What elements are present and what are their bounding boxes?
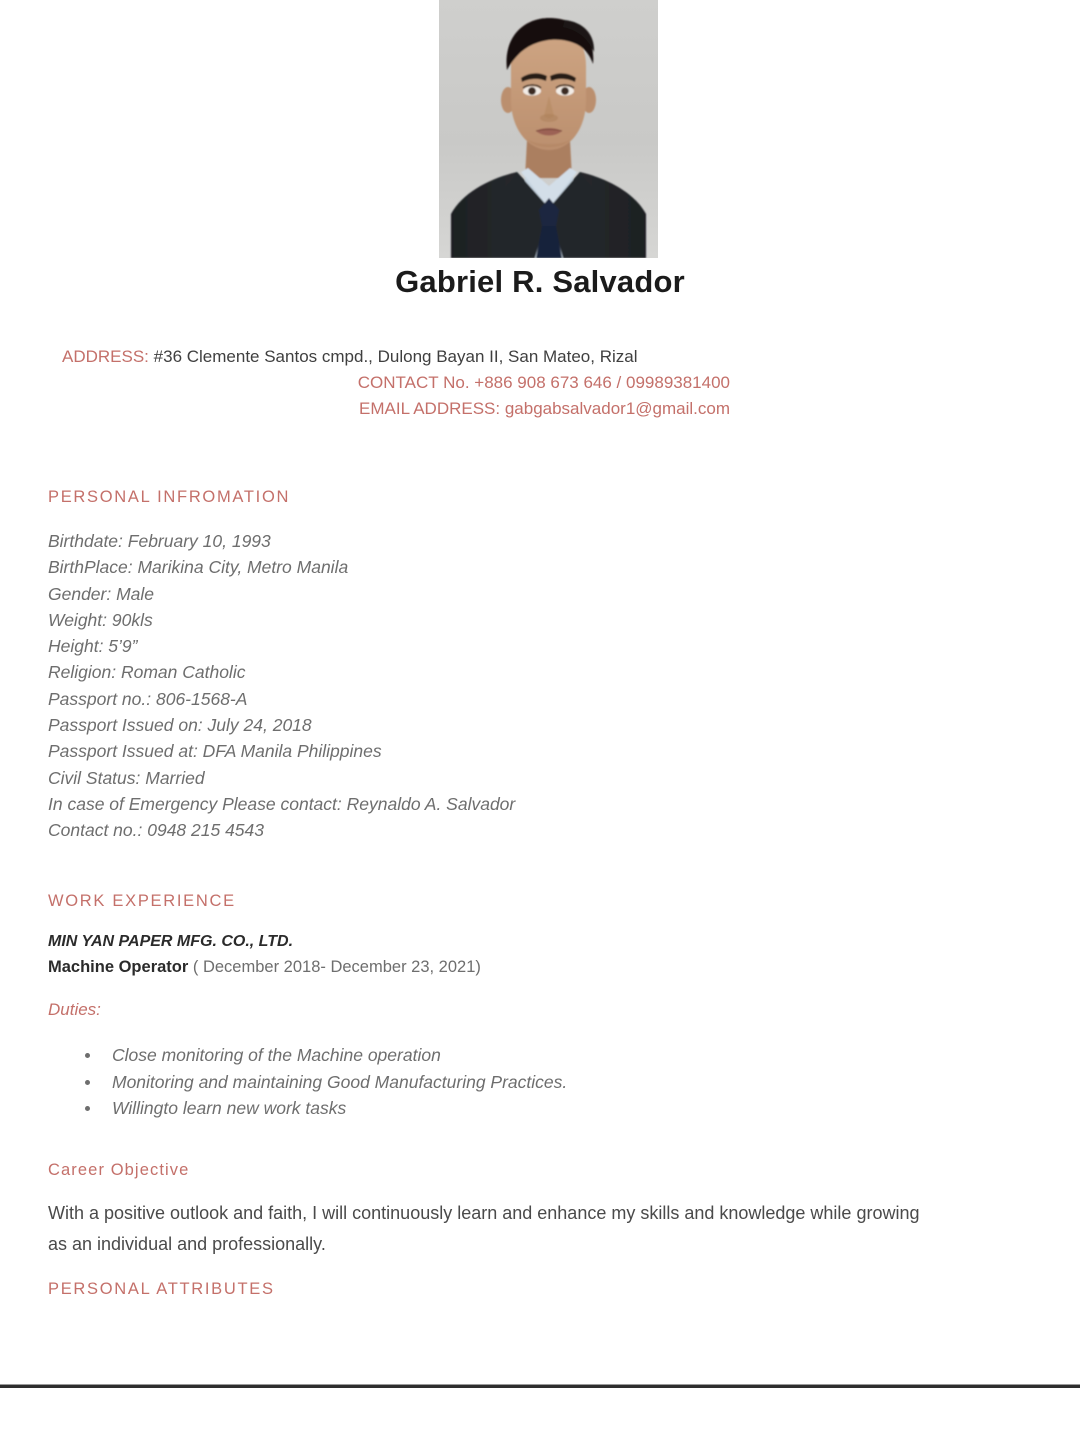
info-line: Civil Status: Married — [48, 767, 205, 788]
career-objective-heading-wrap — [48, 1161, 189, 1180]
email-line: EMAIL ADDRESS: gabgabsalvador1@gmail.com — [359, 399, 730, 418]
personal-attributes-heading: PERSONAL ATTRIBUTES — [48, 1280, 275, 1298]
info-line: Birthdate: February 10, 1993 — [48, 531, 271, 551]
info-line: Contact no.: 0948 215 4543 — [48, 820, 265, 841]
career-objective-text: With a positive outlook and faith, I will continuously learn and enhance my skills and knowledge while growing as an individual and professionally. — [48, 1203, 920, 1254]
personal-information-list — [48, 528, 515, 844]
employer-name: MIN YAN PAPER MFG. CO., LTD. — [48, 933, 294, 950]
info-line: Passport no.: 806-1568-A — [48, 688, 248, 709]
info-line: In case of Emergency Please contact: Reynaldo A. Salvador — [48, 793, 516, 814]
info-line: Passport Issued at: DFA Manila Philippines — [48, 741, 382, 762]
info-line: Height: 5’9” — [48, 636, 138, 657]
employment-dates: ( December 2018- December 23, 2021) — [192, 958, 481, 976]
info-line: Passport Issued on: July 24, 2018 — [48, 715, 312, 736]
info-line: Gender: Male — [48, 583, 155, 604]
work-experience-heading-wrap — [48, 892, 236, 911]
info-line: Weight: 90kls — [48, 609, 153, 630]
applicant-photo — [439, 0, 658, 258]
personal-attributes-heading-wrap — [48, 1280, 275, 1299]
career-objective-body — [48, 1198, 928, 1260]
duties-label: Duties: — [48, 1000, 101, 1019]
work-experience-heading: WORK EXPERIENCE — [48, 892, 236, 910]
list-item: Monitoring and maintaining Good Manufacturing Practices. — [48, 1069, 567, 1096]
duties-list — [48, 1042, 567, 1122]
job-title-line — [48, 954, 481, 980]
portrait-photo-illustration — [439, 0, 658, 258]
list-item: Close monitoring of the Machine operation — [48, 1042, 567, 1069]
address-line — [0, 344, 1080, 370]
career-objective-heading: Career Objective — [48, 1161, 190, 1179]
duties-list-wrap — [48, 1042, 567, 1122]
contact-number-line: CONTACT No. +886 908 673 646 / 09989381400 — [357, 373, 730, 392]
page-bottom-divider — [0, 1384, 1080, 1388]
address-label: ADDRESS: — [62, 347, 149, 366]
contact-block — [0, 344, 1080, 422]
page-title: Gabriel R. Salvador — [395, 264, 685, 299]
duties-label-wrap — [48, 1000, 101, 1020]
personal-information-heading-wrap — [48, 488, 290, 507]
info-line: Religion: Roman Catholic — [48, 662, 246, 683]
info-line: BirthPlace: Marikina City, Metro Manila — [48, 557, 349, 578]
address-value: #36 Clemente Santos cmpd., Dulong Bayan II, San Mateo, Rizal — [153, 347, 638, 366]
personal-information-heading: PERSONAL INFROMATION — [48, 488, 291, 506]
work-experience-entry — [48, 930, 481, 980]
list-item: Willingto learn new work tasks — [48, 1095, 567, 1122]
job-title: Machine Operator — [48, 958, 189, 976]
